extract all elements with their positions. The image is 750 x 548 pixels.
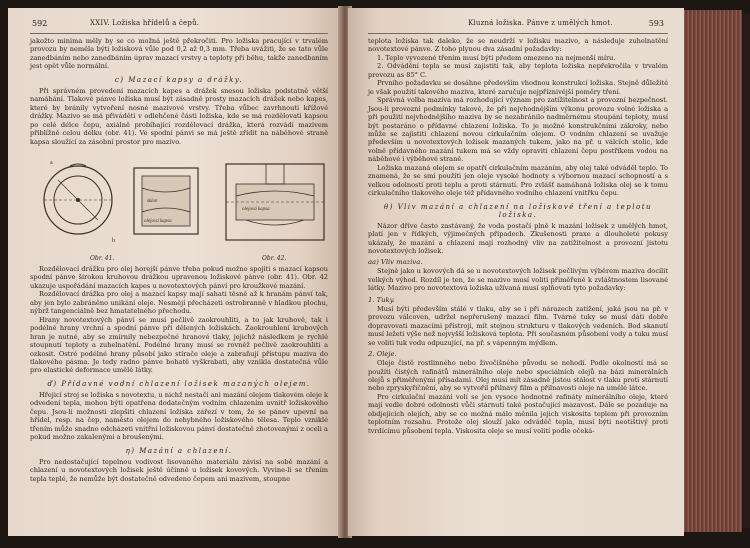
section-heading: c) Mazací kapsy a drážky. <box>114 75 244 84</box>
head-rule-left <box>30 33 328 34</box>
running-title-left: XXIV. Ložiska hřídelů a čepů. <box>90 19 200 27</box>
paragraph: Správná volba maziva má rozhodující význam pro zatížitelnost a provozní bezpečnost. Jsou-li provozní podmínky takové, že při nejvhodnějším výkonu provozu volné ložiska a při použití nejvhodnějšího maziva by se nezabránilo nadměrnému stoupání teploty, musí být postaráno o přídavné chlazení ložiska. To je možné konstrukčními zákroky, nebo může se zajistiti chlazení novou cirkulačním olejem. O vodním chlazení se uvažuje především u novotextových ložisek mazaných tukem, jako na př. u válcích stolic, kde volně přídavného mazání tukem má se vždy opraviti chlazení čepu postříkem vodou na náběhové i výběhové straně. <box>368 96 668 164</box>
figure-41-caption: Obr. 41. <box>90 254 115 262</box>
item-heading: 1. Tuky. <box>368 295 395 304</box>
paragraph: Stejně jako u kovových dá se u novotextových ložisek pečlivým výběrem maziva docílit velkých výhod. Rozdíl je ten, že se mazivo musí voliti přiměřeně k zvláštnostem lisované látky. Mazivo pro novotextová ložiska užívaná musí splňovati tyto požadavky: <box>368 267 668 293</box>
fig-label-groove: olejová kapsa <box>144 218 172 224</box>
paragraph: Názor dříve často zastávaný, že voda postačí plně k mazání ložisek z umělých hmot, platí jen v řídkých, výjimečných případech. Zkušenosti praxe a dlouholeté pokusy ukázaly, že mazání a chlazení mají rozhodný vliv na zatížitelnost a provozní jistotu novotextových ložisek. <box>368 221 668 255</box>
figure-42-drawing <box>226 164 324 240</box>
paragraph: Pro nedostačující tepelnou vodivost lisovaného materiálu závisí na sobě mazání a chlazení u novotextových ložisek ještě účinně u ložisek kovových. Vyvine-li se třením tepla teplé, že nemůže být dostatečně odvedeno čepem ani mazivem, stoupne <box>30 457 328 483</box>
paragraph: Rozdělovací drážka pro olej a mazací kapsy mají sahati těsně až k hranám pánví tak, aby jen bylo zabráněno unikání oleje. Nesmějí přecházeti ostrobranně v hladkou plochu, nýbrž tangenciálně bez hmatatelného přechodu. <box>30 290 328 316</box>
page-edges <box>684 10 742 532</box>
figure-41-drawing <box>44 164 198 234</box>
section-heading: η) Mazání a chlazení. <box>125 446 233 455</box>
list-item: 2. Odvádění tepla se musí zajistiti tak, aby teplota ložiska nepřekročila v trvalém provozu as 85° C. <box>368 62 668 79</box>
paragraph: Hrany novotextových pánví se musí pečlivě zaokrouhliti, a to jak kruhově, tak i podélné hrany vrchní a spodní pánve při dělených ložiskách. Zaokrouhlení krubových hran je nutné, aby se zmírnily nebezpečné hranové tlaky, jejichž následkem je rychlé stoupnutí teploty a zuhelnatění. Podélné hrany musí se rovněž pečlivě zaokrouhliti a ozkosit. Ostré podélné hrany působí jako stírače oleje a zabraňují přístupu maziva do tlakového pásma. Je tedy radno pánve bohatě vyškrabati, aby vznikla dostatečná vůle pro elastické deformace umělé látky. <box>30 315 328 375</box>
left-page <box>8 8 342 536</box>
page-number-right: 593 <box>648 19 664 28</box>
section-heading: θ) Vliv mazání a chlazení na ložiskové tření a teplotu ložiska. <box>383 202 653 219</box>
paragraph: Hřejicí stroj se ložiska s novotextu, u nichž nestačí ani mazání olejem tlakovém oleje k odvedení tepla, mohou býti opatřena dodatečným vodním chlazením uvnitř ložiskového čepu. Jsou-li možnosti zlepšiti chlazení ložiska zářezí v tom, že se pánev upevní na hřídel, resp. na čep, naměsto olejem do nehybného ložiskového tělesa. Teplo vzniklé třením může snadno odcházeti vnitřní ložiskovou pánví dostatečně zhotovenými z oceli a pokud možno zakalenými a broušenými. <box>30 390 328 442</box>
page-number-left: 592 <box>32 19 48 28</box>
list-item: 1. Teplo vyvozené třením musí býti předem omezeno na nejmenší míru. <box>377 53 616 62</box>
paragraph: Ložiska mazaná olejem se opatří cirkulačním mazáním, aby olej také odváděl teplo. To znamená, že se smí použíti jen oleje vysoké hodnoty s výbornou mazací schopností a s velkou odolností proti teplu a proti stárnutí. Pro zvlášť namáhaná ložiska olej se k tomu cirkulačního tlakového oleje též přídavného vodního chlazení vnitřku čepu. <box>368 163 668 198</box>
paragraph: Musí býti především stálé v tlaku, aby se i při nárazech zatížení, jaká jsou na př. v provozu válcoven, udržel nepřerušený mazací film. Tvárné tuky se musí dáti dobře dopravovati mazacími přístroji, mít stejnou strukturu v tlakových vedeních. Bod skanutí musí ležeti výše než nejvyšší ložisková teplota. Při současném působení vody a tuku musí se voliti tuk vodu odpuzující, na př. s vápenným mýdlem. <box>368 304 668 347</box>
paragraph: Rozdělovací drážku pro olej horejší pánve třeba pokud možno spojiti s mazací kapsou spodní pánve širokou kruhovou drážkou upravenou ložiskové pánve (obr. 41). Obr. 42 ukazuje uspořádání mazacích kapes u novotextových pánví pro kroužkové mazání. <box>30 264 328 290</box>
paragraph: Oleje čistě rostlinného nebo živočišného původu se nehodí. Podle okolností má se použíti čistých rafinátů minerálního oleje nebo speciálních olejů na bázi minerálních olejů s přiměřenými přísadami. Olej musí mít zásadně jistou stálost v tlaku proti stárnutí nebo zpryskyřičnění, aby se vytvořil přilnavý film a přilnavosti oleje na umělé látce. <box>368 359 668 393</box>
head-rule-right <box>368 33 668 34</box>
subsection-heading: aa) Vliv maziva. <box>368 258 423 267</box>
paragraph: teplota ložiska tak daleko, že se neudrží v ložisku mazivo, a následuje zuhelnatění novotextové pánve. Z toho plynou dva zásadní požadavky: <box>368 37 668 54</box>
item-heading: 2. Oleje. <box>368 350 397 359</box>
figure-42-caption: Obr. 42. <box>262 254 287 262</box>
section-heading: ď) Přídavné vodní chlazení ložisek mazaných olejem. <box>47 379 311 388</box>
left-running-head <box>30 8 328 30</box>
right-running-head <box>368 8 668 30</box>
book-cover-edge <box>742 14 750 528</box>
fig-label-b: b <box>112 237 115 244</box>
bearing-diagram <box>30 150 328 250</box>
paragraph: Prvního požadavku se dosáhne především vhodnou konstrukcí ložiska. Stejně důležité je však použití takového maziva, které zaručuje nejpříznivější poměry tření. <box>368 79 668 96</box>
right-page <box>348 8 684 536</box>
paragraph: jakožto minima měly by se co možná ještě překročiti. Pro ložiska pracující v trvalém provozu by neměla býti ložisková vůle pod 0,2 až 0,3 mm. Třeba uvážiti, že se tato vůle zanedbáním nebo zanedbáním úprav mazací vrstvy a teploty při běhu, takže zanedbaním jest opět vůle normální. <box>30 37 328 71</box>
fig-label-slope: sklon <box>147 198 158 204</box>
fig-label-pocket: olejová kapsa <box>242 206 270 212</box>
running-title-right: Kluzná ložiska. Pánve z umělých hmot. <box>468 19 613 27</box>
figure-pair <box>30 150 328 262</box>
requirements-list <box>368 54 668 79</box>
fig-label-a: a <box>50 159 53 166</box>
paragraph: Při správném provedení mazacích kapes a drážek snesou ložiska podstatně větší namáhání. Tlakové pánve ložiska musí být zásadně prosty mazacích drážek nebo kapes, které by bránily vytvoření nosné mazivové vrstvy. Třeba vůbec zavrhnouti křížové drážky. Mazivo se má přiváděti v odlehčené části ložiska, kde se má rozdělovati kapsou po celé délce čepu, axiálně probíhající rozdělovací drážka, která rozvádí mazivem přiblížně celou délku (obr. 41). Ve spodní pánvi se má ještě zřídit na náběhové straně kapsa sloužící za zásobní prostor pro mazivo. <box>30 86 328 146</box>
paragraph: Pro cirkulační mazání volí se jen vysoce hodnotné rafináty minerálního oleje, které mají vedle dobré odolnosti vůči stárnutí také postačující mazavost. Dále se pozaduje na obdjejicích olejích, aby se co možná málo měnila jejich viskosita teplem při provozním teplotním rozsahu. Protože olej slouží jako odváděč tepla, musí býti neotištivý proti tvrdícímu působení tepla. Viskosita oleje se musí volití podle očeká- <box>368 392 668 435</box>
